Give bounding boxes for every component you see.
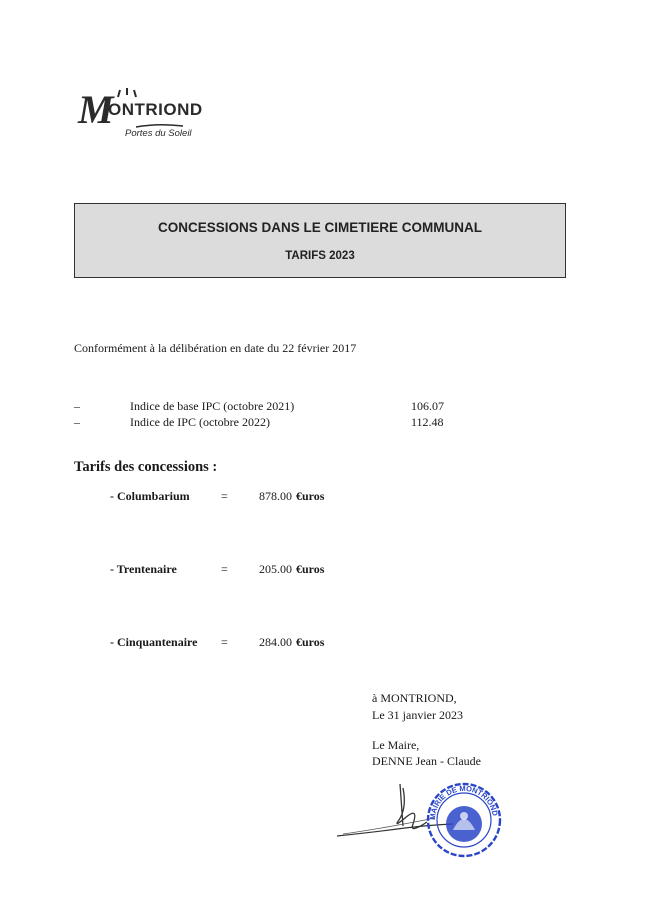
indice-value: 106.07	[411, 399, 444, 413]
mairie-stamp	[425, 780, 503, 860]
indice-value: 112.48	[411, 415, 444, 429]
tarif-label: - Cinquantenaire	[110, 635, 198, 649]
date: Le 31 janvier 2023	[372, 708, 463, 722]
stamp-text: MAIRIE DE MONTRIOND	[427, 783, 500, 821]
logo-initial: M	[78, 87, 112, 132]
tarif-label: - Trentenaire	[110, 562, 177, 576]
tarifs-heading: Tarifs des concessions :	[74, 459, 218, 475]
indice-label: Indice de IPC (octobre 2022)	[130, 415, 270, 429]
tarif-unit: €uros	[296, 562, 325, 576]
signatory-name: DENNE Jean - Claude	[372, 754, 481, 768]
page-subtitle: TARIFS 2023	[285, 250, 355, 262]
logo-name: ONTRIOND	[108, 100, 203, 119]
place: à MONTRIOND,	[372, 691, 457, 705]
tarif-unit: €uros	[296, 635, 325, 649]
montriond-logo	[78, 86, 228, 156]
tarif-label: - Columbarium	[110, 489, 190, 503]
tarif-equals: =	[221, 489, 228, 503]
title-box	[74, 203, 566, 278]
tarif-equals: =	[221, 562, 228, 576]
indice-label: Indice de base IPC (octobre 2021)	[130, 399, 295, 413]
tarif-equals: =	[221, 635, 228, 649]
intro-text: Conformément à la délibération en date du 22 février 2017	[74, 341, 357, 355]
tarif-price: 878.00	[259, 489, 292, 503]
signatory-title: Le Maire,	[372, 738, 420, 752]
indice-dash: –	[74, 399, 80, 413]
tarif-price: 284.00	[259, 635, 292, 649]
page-title: CONCESSIONS DANS LE CIMETIERE COMMUNAL	[157, 220, 482, 235]
logo-tagline: Portes du Soleil	[125, 128, 192, 139]
indice-dash: –	[74, 415, 80, 429]
tarif-unit: €uros	[296, 489, 325, 503]
tarif-price: 205.00	[259, 562, 292, 576]
